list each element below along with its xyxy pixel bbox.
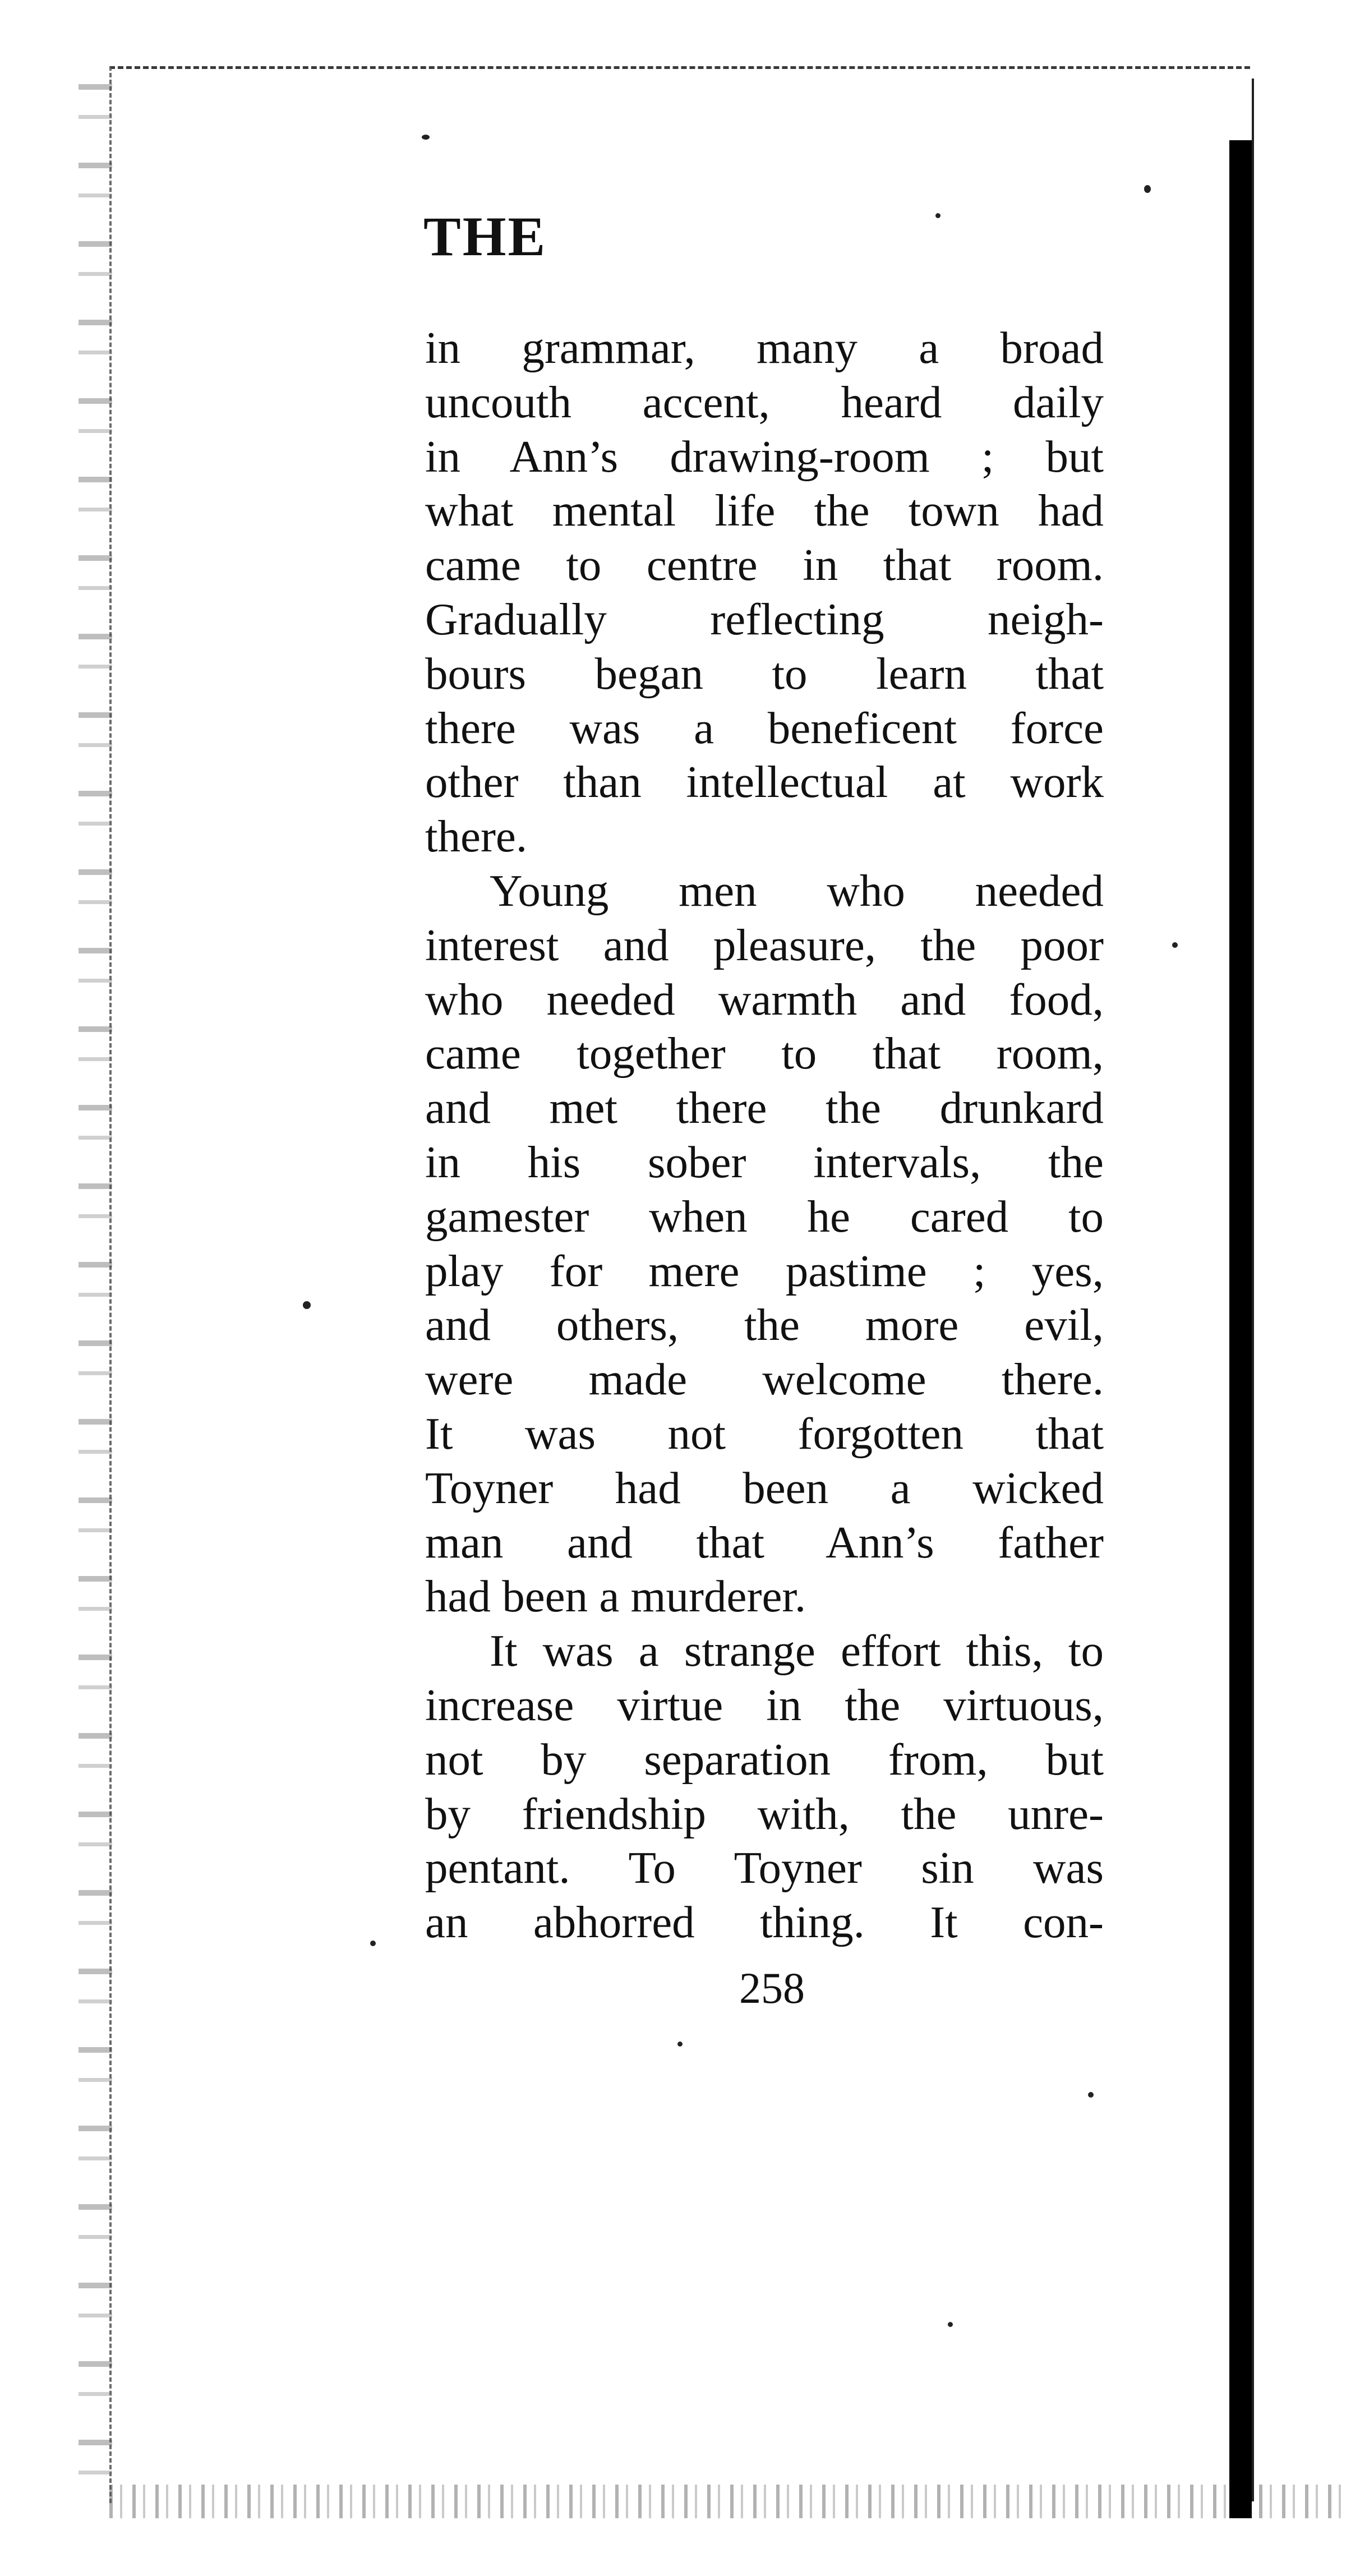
- text-line: interest and pleasure, the poor: [425, 919, 1104, 970]
- scan-speck: [303, 1301, 311, 1309]
- paragraph: [425, 321, 1104, 864]
- text-line: came together to that room,: [425, 1028, 1104, 1079]
- scan-speck: [370, 1941, 376, 1946]
- text-line: an abhorred thing. It con-: [425, 1897, 1104, 1948]
- text-line: in his sober intervals, the: [425, 1136, 1104, 1187]
- text-line: increase virtue in the virtuous,: [425, 1679, 1104, 1730]
- text-line: man and that Ann’s father: [425, 1517, 1104, 1568]
- text-line: came to centre in that room.: [425, 540, 1104, 591]
- text-line: not by separation from, but: [425, 1734, 1104, 1785]
- page-number: 258: [739, 1964, 805, 2012]
- text-line: It was a strange effort this, to: [490, 1625, 1104, 1676]
- scan-edge-left: [79, 84, 112, 2496]
- paragraph: [425, 1624, 1104, 1950]
- text-line: other than intellectual at work: [425, 757, 1104, 808]
- text-line: It was not forgotten that: [425, 1408, 1104, 1459]
- text-line: Gradually reflecting neigh-: [425, 593, 1104, 644]
- text-line: and met there the drunkard: [425, 1082, 1104, 1133]
- text-line: had been a murderer.: [425, 1571, 806, 1622]
- text-line: uncouth accent, heard daily: [425, 376, 1104, 427]
- text-line: who needed warmth and food,: [425, 974, 1104, 1025]
- text-line: Young men who needed: [490, 865, 1104, 916]
- text-line: pentant. To Toyner sin was: [425, 1842, 1104, 1893]
- scan-speck: [677, 2042, 683, 2047]
- binding-shadow: [1229, 140, 1252, 2518]
- text-line: play for mere pastime ; yes,: [425, 1245, 1104, 1296]
- body-text: [425, 321, 1104, 1950]
- scan-speck: [1088, 2092, 1094, 2098]
- page-edge-line: [1252, 79, 1254, 2501]
- text-line: were made welcome there.: [425, 1354, 1104, 1405]
- text-line: and others, the more evil,: [425, 1299, 1104, 1351]
- paragraph: [425, 864, 1104, 1624]
- text-line: in Ann’s drawing-room ; but: [425, 431, 1104, 482]
- scan-speck: [948, 2322, 953, 2327]
- scan-speck: [935, 213, 941, 218]
- scan-edge-bottom: [109, 2485, 1343, 2518]
- text-line: bours began to learn that: [425, 648, 1104, 699]
- scan-speck: [422, 135, 430, 140]
- scan-speck: [1144, 185, 1151, 193]
- text-line: there was a beneficent force: [425, 702, 1104, 753]
- text-line: what mental life the town had: [425, 485, 1104, 536]
- text-line: gamester when he cared to: [425, 1191, 1104, 1242]
- running-head: THE: [423, 205, 547, 268]
- scan-speck: [1172, 942, 1178, 948]
- text-line: in grammar, many a broad: [425, 322, 1104, 373]
- text-line: Toyner had been a wicked: [425, 1462, 1104, 1513]
- text-line: there.: [425, 811, 528, 862]
- text-line: by friendship with, the unre-: [425, 1788, 1104, 1839]
